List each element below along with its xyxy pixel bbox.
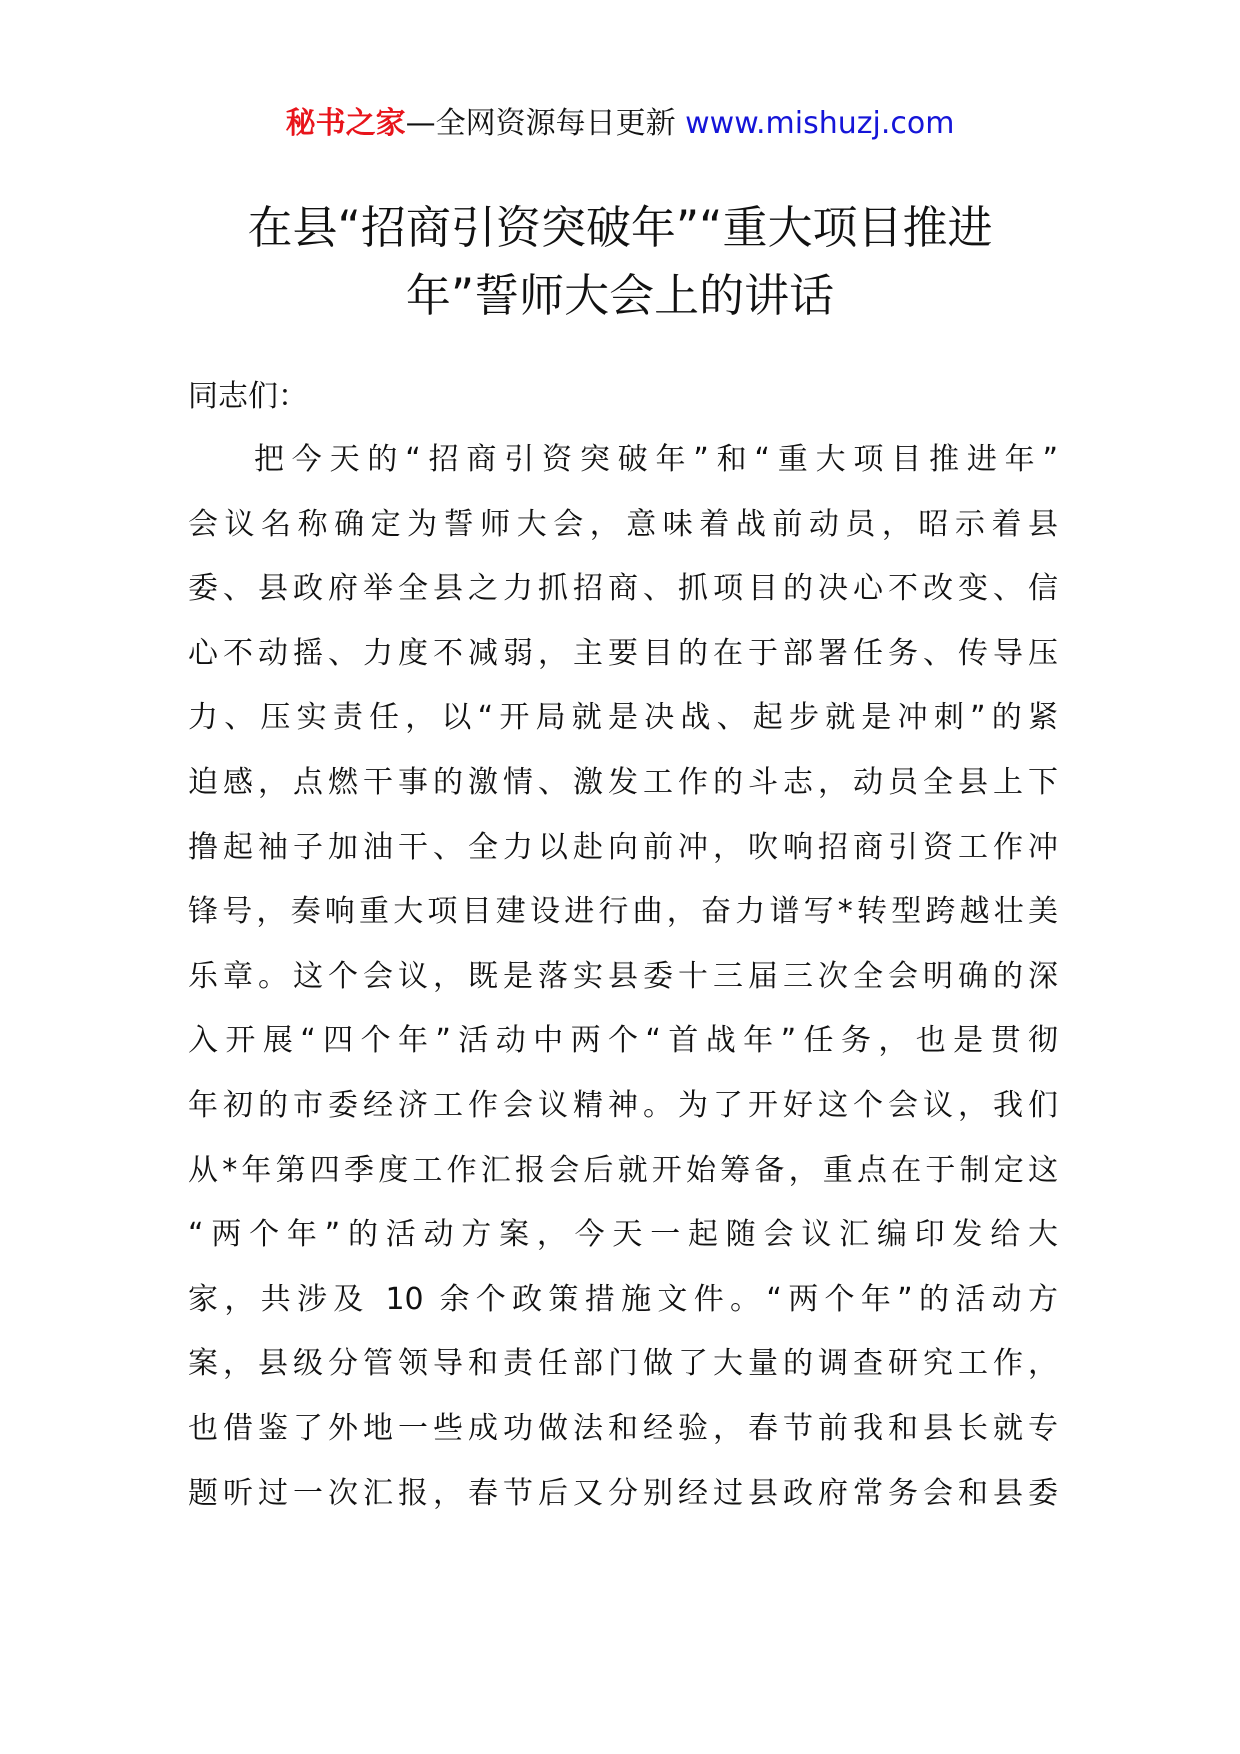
title-line-1: 在县“招商引资突破年”“重大项目推进: [247, 201, 993, 254]
body-line: 从*年第四季度工作汇报会后就开始筹备，重点在于制定这: [188, 1152, 1058, 1188]
body-line: “两个年”的活动方案，今天一起随会议汇编印发给大: [188, 1217, 1058, 1253]
body-line: 也借鉴了外地一些成功做法和经验，春节前我和县长就专: [188, 1410, 1058, 1446]
body-line: 迫感，点燃干事的激情、激发工作的斗志，动员全县上下: [188, 764, 1058, 800]
body-line: 委、县政府举全县之力抓招商、抓项目的决心不改变、信: [188, 571, 1058, 607]
body-line: 乐章。这个会议，既是落实县委十三届三次全会明确的深: [188, 958, 1058, 994]
site-link[interactable]: www.mishuzj.com: [685, 106, 955, 141]
page-header: [0, 100, 1240, 148]
body-line: 家，共涉及 10 余个政策措施文件。“两个年”的活动方: [188, 1281, 1058, 1317]
title-line-2: 年”誓师大会上的讲话: [405, 269, 835, 322]
body-line: 力、压实责任，以“开局就是决战、起步就是冲刺”的紧: [188, 700, 1058, 736]
salutation: 同志们：: [188, 379, 308, 414]
document-title: [150, 194, 1090, 330]
body-line: 心不动摇、力度不减弱，主要目的在于部署任务、传导压: [188, 635, 1058, 671]
body-paragraph: [188, 428, 1058, 1526]
body-line: 年初的市委经济工作会议精神。为了开好这个会议，我们: [188, 1087, 1058, 1123]
body-line: 案，县级分管领导和责任部门做了大量的调查研究工作，: [188, 1346, 1058, 1382]
body-line: 撸起袖子加油干、全力以赴向前冲，吹响招商引资工作冲: [188, 829, 1058, 865]
body-line: 锋号，奏响重大项目建设进行曲，奋力谱写*转型跨越壮美: [188, 894, 1058, 930]
body-line: 会议名称确定为誓师大会，意味着战前动员，昭示着县: [188, 506, 1058, 542]
body-line: 把今天的“招商引资突破年”和“重大项目推进年”: [254, 442, 1058, 477]
body-line: 题听过一次汇报，春节后又分别经过县政府常务会和县委: [188, 1475, 1058, 1511]
brand-name: 秘书之家: [285, 106, 406, 141]
body-line: 入开展“四个年”活动中两个“首战年”任务，也是贯彻: [188, 1023, 1058, 1059]
header-tagline: —全网资源每日更新: [405, 106, 686, 141]
